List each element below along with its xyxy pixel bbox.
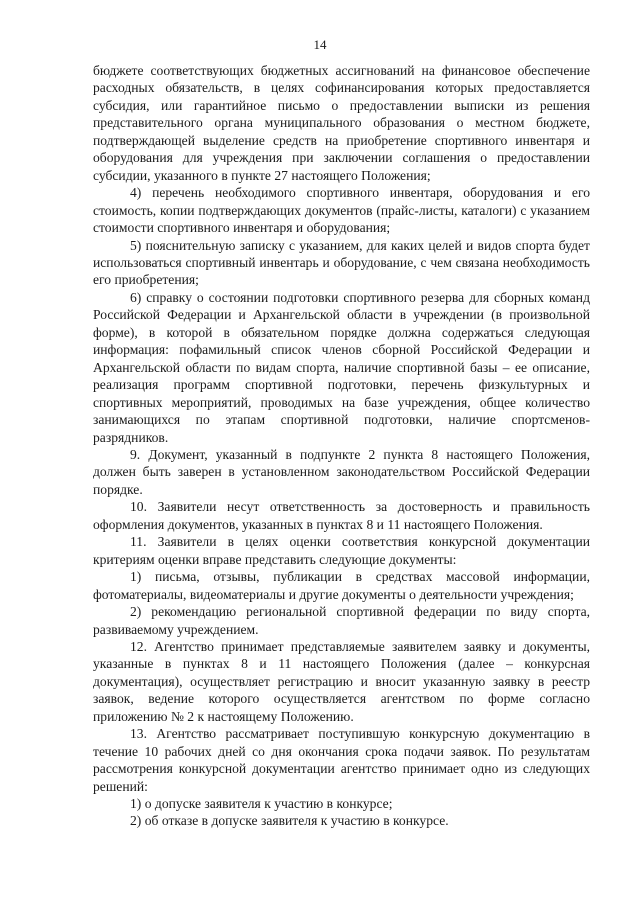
paragraph-item-4: 4) перечень необходимого спортивного инвентаря, оборудования и его стоимость, копии подтверждающих документов (прайс-листы, каталоги) с указанием стоимости спортивного инвентаря и оборудования;: [93, 185, 590, 236]
paragraph-item-6: 6) справку о состоянии подготовки спортивного резерва для сборных команд Российской Федерации и Архангельской области в учреждении (в произвольной форме), в которой в обязательном порядке должна содержаться следующая информация: пофамильный список членов сборной Российской Федерации и Архангельской области по видам спорта, наличие спортивной базы – ее описание, реализация программ спортивной подготовки, перечень физкультурных и спортивных мероприятий, проводимых на базе учреждения, общее количество занимающихся по этапам спортивной подготовки, наличие спортсменов-разрядников.: [93, 289, 590, 445]
paragraph-clause-12: 12. Агентство принимает представляемые заявителем заявку и документы, указанные в пунктах 8 и 11 настоящего Положения (далее – конкурсная документация), осуществляет регистрацию и вносит указанную заявку в реестр заявок, ведение которого осуществляется агентством по форме согласно приложению № 2 к настоящему Положению.: [93, 638, 590, 724]
paragraph-item-5: 5) пояснительную записку с указанием, для каких целей и видов спорта будет использоваться спортивный инвентарь и оборудование, с чем связана необходимость его приобретения;: [93, 237, 590, 288]
paragraph-clause-13-item-1: 1) о допуске заявителя к участию в конкурсе;: [130, 796, 393, 812]
paragraph-clause-13-item-2: 2) об отказе в допуске заявителя к участию в конкурсе.: [130, 813, 449, 829]
paragraph-clause-10: 10. Заявители несут ответственность за достоверность и правильность оформления документов, указанных в пунктах 8 и 11 настоящего Положения.: [93, 499, 590, 532]
paragraph-continuation: бюджете соответствующих бюджетных ассигнований на финансовое обеспечение расходных обязательств, в целях софинансирования которых предоставляется субсидия, или гарантийное письмо о предоставлении выписки из решения представительного органа муниципального образования о местном бюджете, подтверждающей выделение средств на приобретение спортивного инвентаря и оборудования для учреждения при заключении соглашения о предоставлении субсидии, указанного в пункте 27 настоящего Положения;: [93, 63, 590, 183]
document-body: [93, 62, 590, 830]
paragraph-clause-11-item-1: 1) письма, отзывы, публикации в средствах массовой информации, фотоматериалы, видеоматериалы и другие документы о деятельности учреждения;: [93, 569, 590, 602]
paragraph-clause-11: 11. Заявители в целях оценки соответствия конкурсной документации критериям оценки вправе представить следующие документы:: [93, 534, 590, 567]
paragraph-clause-11-item-2: 2) рекомендацию региональной спортивной федерации по виду спорта, развиваемому учреждением.: [93, 604, 590, 637]
paragraph-clause-13: 13. Агентство рассматривает поступившую конкурсную документацию в течение 10 рабочих дней со дня окончания срока подачи заявок. По результатам рассмотрения конкурсной документации агентство принимает одно из следующих решений:: [93, 726, 590, 794]
paragraph-clause-9: 9. Документ, указанный в подпункте 2 пункта 8 настоящего Положения, должен быть заверен в установленном законодательством Российской Федерации порядке.: [93, 446, 590, 497]
page-number: 14: [313, 37, 327, 52]
